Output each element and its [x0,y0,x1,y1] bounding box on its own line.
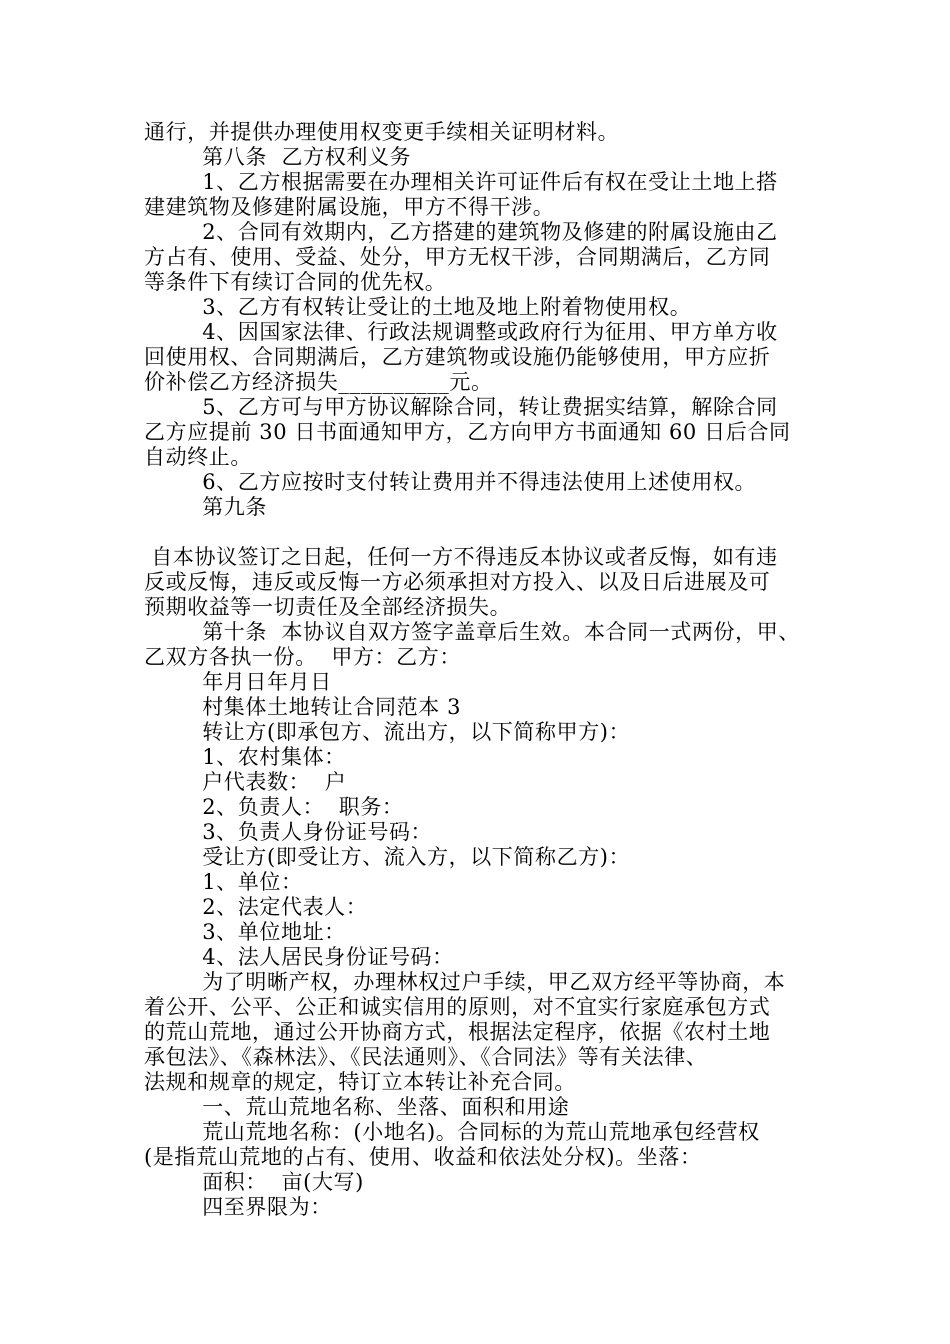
text-line: 3、负责人身份证号码： [144,820,433,844]
signature-date-line: 年月日年月日 [144,670,332,694]
text-line: 3、单位地址： [144,920,346,944]
text-line: 预期收益等一切责任及全部经济损失。 [144,595,512,619]
text-line: 着公开、公平、公正和诚实信用的原则，对不宜实行家庭承包方式 [144,995,771,1019]
section-heading-article-9: 第九条 [144,495,268,519]
text-line: 转让方(即承包方、流出方，以下简称甲方)： [144,720,631,744]
text-line: 方占有、使用、受益、处分，甲方无权干涉，合同期满后，乙方同 [144,245,771,269]
text-line: 等条件下有续订合同的优先权。 [144,270,447,294]
document-subtitle: 村集体土地转让合同范本 3 [144,695,462,719]
section-heading-article-8: 第八条 乙方权利义务 [144,145,412,169]
text-line: 2、合同有效期内，乙方搭建的建筑物及修建的附属设施由乙 [144,220,778,244]
text-line: 2、法定代表人： [144,895,368,919]
text-line: 受让方(即受让方、流入方，以下简称乙方)： [144,845,631,869]
text-line: 自动终止。 [144,445,252,469]
text-line: 为了明晰产权，办理林权过户手续，甲乙双方经平等协商，本 [144,970,786,994]
text-line: 6、乙方应按时支付转让费用并不得违法使用上述使用权。 [144,470,757,494]
text-line: 反或反悔，违反或反悔一方必须承担对方投入、以及日后进展及可 [144,570,771,594]
text-line: 通行，并提供办理使用权变更手续相关证明材料。 [144,120,620,144]
text-line: 5、乙方可与甲方协议解除合同，转让费据实结算，解除合同 [144,395,778,419]
text-line: 乙方应提前 30 日书面通知甲方，乙方向甲方书面通知 60 日后合同 [144,420,791,444]
text-line: 建建筑物及修建附属设施，甲方不得干涉。 [144,195,555,219]
document-body [144,120,814,1220]
text-line: 价补偿乙方经济损失__________元。 [144,370,493,394]
text-line: 回使用权、合同期满后，乙方建筑物或设施仍能够使用，甲方应折 [144,345,771,369]
text-line: 乙双方各执一份。 甲方：乙方： [144,645,461,669]
text-line: 自本协议签订之日起，任何一方不得违反本协议或者反悔，如有违 [144,545,778,569]
section-heading-1: 一、荒山荒地名称、坐落、面积和用途 [144,1095,570,1119]
section-heading-article-10: 第十条 本协议自双方签字盖章后生效。本合同一式两份，甲、 [144,620,800,644]
text-line: 承包法》、《森林法》、《民法通则》、《合同法》等有关法律、 [144,1045,708,1069]
text-line: 1、农村集体： [144,745,346,769]
text-line: 面积： 亩(大写) [144,1170,364,1194]
text-line: 1、单位： [144,870,303,894]
text-line: 荒山荒地名称：(小地名)。合同标的为荒山荒地承包经营权 [144,1120,760,1144]
text-line: 的荒山荒地，通过公开协商方式，根据法定程序，依据《农村土地 [144,1020,771,1044]
text-line: 户代表数： 户 [144,770,347,794]
text-line: 四至界限为： [144,1195,332,1219]
blank-line [144,520,814,545]
text-line: 3、乙方有权转让受让的土地及地上附着物使用权。 [144,295,692,319]
text-line: 4、法人居民身份证号码： [144,945,454,969]
text-line: 1、乙方根据需要在办理相关许可证件后有权在受让土地上搭 [144,170,778,194]
text-line: 4、因国家法律、行政法规调整或政府行为征用、甲方单方收 [144,320,778,344]
text-line: (是指荒山荒地的占有、使用、收益和依法处分权)。坐落： [144,1145,702,1169]
text-line: 法规和规章的规定，特订立本转让补充合同。 [144,1070,576,1094]
text-line: 2、负责人： 职务： [144,795,404,819]
